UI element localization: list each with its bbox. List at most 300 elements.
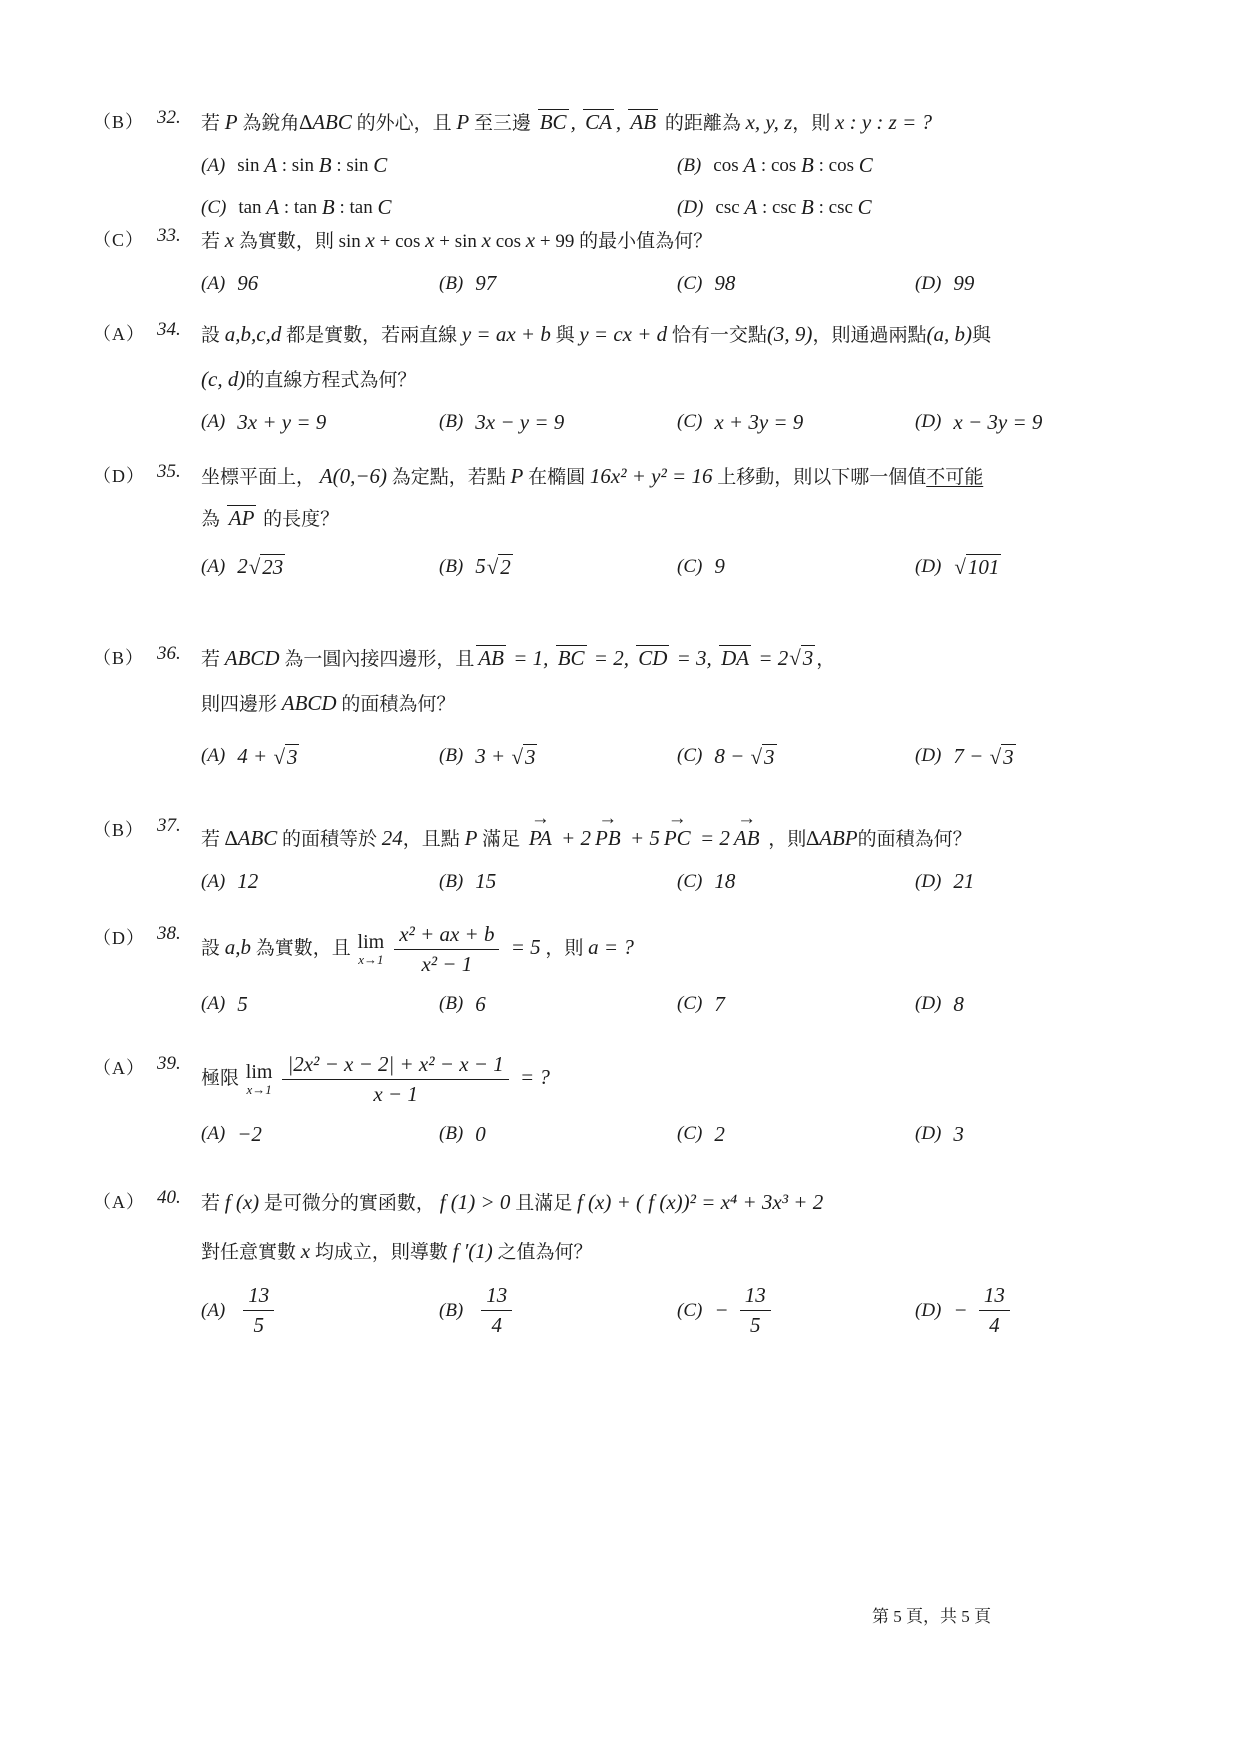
question-text-line xyxy=(201,318,1153,351)
option-content xyxy=(714,744,777,769)
question-content xyxy=(201,922,1153,1019)
math-run: = 2 xyxy=(753,646,789,670)
option-label: (A) xyxy=(201,993,226,1015)
math-run: = 2 xyxy=(694,826,730,850)
page-number: 第 5 頁，共 5 頁 xyxy=(872,1607,991,1626)
text-run: 之值為何？ xyxy=(492,1241,593,1263)
question-body xyxy=(201,460,1153,534)
math-run: 9 xyxy=(714,554,725,579)
denominator: x − 1 xyxy=(373,1082,418,1107)
denominator: 5 xyxy=(253,1313,265,1338)
option xyxy=(439,552,677,582)
text-run: 的面積為何？ xyxy=(857,829,972,850)
text-run: 均成立，則導數 xyxy=(310,1241,453,1263)
question-options xyxy=(201,269,1153,299)
option-label: (D) xyxy=(915,411,942,433)
option-content xyxy=(237,554,286,579)
question-36 xyxy=(93,642,1153,771)
option xyxy=(677,1283,915,1338)
math-run: 12 xyxy=(237,869,259,894)
radical-sign-icon: √ xyxy=(486,555,499,580)
math-run: (3, 9) xyxy=(766,322,813,346)
radical-sign-icon: √ xyxy=(273,744,285,769)
option-content xyxy=(953,410,1042,435)
vector-base: PC xyxy=(663,826,691,850)
vector-base: PB xyxy=(595,826,621,850)
option xyxy=(915,867,1153,897)
math-sqrt xyxy=(511,744,537,769)
option-label: (B) xyxy=(439,1123,464,1145)
option-label: (B) xyxy=(439,555,464,577)
math-run: + 2 xyxy=(555,826,592,850)
question-number: 34. xyxy=(157,319,181,340)
math-run: = 2, xyxy=(588,646,635,670)
question-content xyxy=(201,224,1153,299)
option-content xyxy=(237,1283,280,1338)
math-overline: BC xyxy=(557,646,585,670)
option-content xyxy=(475,1283,518,1338)
math-overline: DA xyxy=(721,646,750,670)
denominator: 4 xyxy=(989,1313,1000,1338)
answer-key: （D） xyxy=(93,928,145,948)
math-run: 16x² + y² = 16 xyxy=(589,464,713,488)
math-fraction xyxy=(979,1283,1010,1338)
option xyxy=(915,1119,1153,1149)
denominator: 4 xyxy=(491,1313,503,1338)
text-run: 極限 xyxy=(201,1068,244,1090)
math-run: ∆ABC xyxy=(224,826,278,850)
question-body xyxy=(201,1052,1153,1107)
option xyxy=(201,151,677,181)
option-content xyxy=(953,992,964,1017)
math-run: B xyxy=(801,195,814,220)
option-content xyxy=(714,1283,776,1338)
math-run: B xyxy=(318,153,332,178)
text-run: 設 xyxy=(201,325,225,346)
option xyxy=(677,1119,915,1149)
option-label: (C) xyxy=(677,870,703,892)
math-run: 96 xyxy=(237,271,259,296)
text-run: 且滿足 xyxy=(510,1193,577,1214)
text-run: 至三邊 xyxy=(469,113,536,134)
math-run: 5 xyxy=(475,554,486,579)
text-run: 設 xyxy=(201,938,225,960)
option xyxy=(439,1119,677,1149)
question-options xyxy=(201,741,1153,771)
question-text-line xyxy=(201,1186,1153,1219)
option xyxy=(677,867,915,897)
option-label: (D) xyxy=(915,870,942,892)
math-run: x + 3y = 9 xyxy=(714,409,804,434)
option-content xyxy=(714,1122,725,1147)
question-options xyxy=(201,1119,1153,1149)
math-sqrt xyxy=(789,645,815,670)
question-37 xyxy=(93,808,1153,897)
option xyxy=(439,867,677,897)
option-content xyxy=(475,1122,486,1147)
math-run: f (1) > 0 xyxy=(439,1190,511,1214)
option-content xyxy=(237,153,387,178)
option-content xyxy=(475,410,564,435)
text-run: ，則 xyxy=(763,829,807,850)
text-run: 是可微分的實函數， xyxy=(259,1193,440,1214)
question-options xyxy=(201,1283,1153,1338)
math-vector xyxy=(528,808,552,855)
text-run: : cos xyxy=(813,154,859,176)
question-body xyxy=(201,808,1153,855)
radical-sign-icon: √ xyxy=(789,646,801,670)
question-number: 40. xyxy=(157,1187,181,1208)
option-content xyxy=(953,554,1002,579)
answer-key: （C） xyxy=(93,230,145,250)
option-label: (A) xyxy=(201,411,226,433)
text-run: 的直線方程式為何？ xyxy=(245,369,417,391)
question-text-line xyxy=(201,808,1153,855)
option-label: (D) xyxy=(915,993,942,1015)
numerator: 13 xyxy=(481,1283,512,1311)
text-run: 若 xyxy=(201,231,225,252)
text-run: 若 xyxy=(201,1193,225,1214)
option-label: (C) xyxy=(677,1123,703,1145)
option xyxy=(915,269,1153,299)
option-content xyxy=(713,153,872,178)
option-content xyxy=(237,869,258,894)
answer-key: （A） xyxy=(93,1058,145,1078)
math-overline: BC xyxy=(539,110,567,134)
option xyxy=(677,151,1153,181)
numerator: 13 xyxy=(740,1283,771,1311)
math-run: 8 − xyxy=(714,743,750,768)
math-run: 7 − xyxy=(953,743,989,768)
radicand: 3 xyxy=(1003,744,1014,769)
text-run: : tan xyxy=(279,196,322,218)
math-run: B xyxy=(321,195,335,220)
option-content xyxy=(475,554,514,579)
option-label: (C) xyxy=(677,272,703,294)
math-run: C xyxy=(857,195,872,220)
option-label: (A) xyxy=(201,272,226,294)
question-number: 33. xyxy=(157,225,181,246)
question-34 xyxy=(93,318,1153,437)
question-content xyxy=(201,318,1153,437)
math-run: (a, b) xyxy=(926,322,972,346)
text-run: 的距離為 xyxy=(660,113,746,134)
denominator: x² − 1 xyxy=(421,952,473,977)
math-run: − xyxy=(714,1298,734,1323)
text-run: 則四邊形 xyxy=(201,693,282,715)
text-run: 都是實數，若兩直線 xyxy=(281,325,462,346)
underlined-text: 不可能 xyxy=(926,467,984,488)
radical-sign-icon: √ xyxy=(954,555,966,580)
math-run: A xyxy=(266,195,280,220)
option xyxy=(201,867,439,897)
math-run: f ′(1) xyxy=(452,1238,493,1263)
option-label: (C) xyxy=(677,411,703,433)
question-options xyxy=(201,989,1153,1019)
math-run: 7 xyxy=(714,991,725,1016)
answer-key: （A） xyxy=(93,1192,145,1212)
radicand: 3 xyxy=(764,744,775,769)
radicand: 101 xyxy=(967,555,1000,580)
question-number: 36. xyxy=(157,643,181,664)
text-run: : sin xyxy=(277,154,319,176)
text-run: : csc xyxy=(813,196,858,218)
question-33 xyxy=(93,224,1153,299)
math-run: 15 xyxy=(475,869,497,894)
option xyxy=(915,552,1153,582)
text-run: 的面積為何？ xyxy=(336,693,456,715)
math-run: , xyxy=(570,110,582,134)
question-number: 38. xyxy=(157,923,181,944)
option-label: (B) xyxy=(439,745,464,767)
option-content xyxy=(714,410,803,435)
vector-base: PA xyxy=(528,826,552,850)
radical-sign-icon: √ xyxy=(511,744,523,769)
math-sqrt xyxy=(487,554,513,579)
math-run: = ? xyxy=(514,1065,550,1090)
math-run: 99 xyxy=(953,271,975,296)
math-run: + 5 xyxy=(624,826,660,850)
text-run: : csc xyxy=(757,196,802,218)
math-run: 2 xyxy=(714,1121,725,1146)
text-run: 坐標平面上， xyxy=(201,467,320,488)
question-body xyxy=(201,318,1153,395)
option-content xyxy=(953,744,1016,769)
math-run: 21 xyxy=(953,869,975,894)
limit-subscript: x→1 xyxy=(358,952,384,968)
text-run: 上移動，則以下哪一個值 xyxy=(712,467,927,488)
math-overline: AP xyxy=(228,505,255,530)
radical-sign-icon: √ xyxy=(750,744,763,769)
math-run: x − 3y = 9 xyxy=(953,409,1043,434)
question-text-line xyxy=(201,642,1153,675)
question-text-line xyxy=(201,922,1153,977)
question-number: 39. xyxy=(157,1053,181,1074)
question-number: 35. xyxy=(157,461,181,482)
question-options xyxy=(201,407,1153,437)
text-run: ，則通過兩點 xyxy=(812,325,927,346)
math-run: A xyxy=(744,195,758,220)
text-run: 在橢圓 xyxy=(523,467,590,488)
radicand: 3 xyxy=(524,744,536,769)
text-run: 為銳角 xyxy=(237,113,300,134)
option-content xyxy=(475,271,496,296)
vector-base: AB xyxy=(733,826,760,850)
radicand: 23 xyxy=(262,555,284,580)
text-run: sin xyxy=(237,154,265,176)
limit-word: lim xyxy=(357,931,385,954)
text-run: 為實數，則 sin xyxy=(234,231,366,252)
math-run: −2 xyxy=(237,1121,262,1146)
question-options xyxy=(201,867,1153,897)
text-run: tan xyxy=(238,196,267,218)
question-text-line xyxy=(201,460,1153,493)
option-label: (C) xyxy=(677,745,703,767)
math-overline: CA xyxy=(585,110,612,134)
math-fraction xyxy=(481,1283,512,1338)
question-body xyxy=(201,922,1153,977)
text-run: 為實數，且 xyxy=(251,938,356,960)
text-run: 對任意實數 xyxy=(201,1241,301,1263)
option xyxy=(439,269,677,299)
math-run: ∆ABC xyxy=(299,110,352,134)
option-label: (B) xyxy=(677,154,702,176)
question-39 xyxy=(93,1052,1153,1149)
option-content xyxy=(714,271,735,296)
option-label: (D) xyxy=(677,196,704,218)
math-overline: AB xyxy=(630,110,657,134)
math-run: C xyxy=(858,153,873,178)
option xyxy=(201,1119,439,1149)
math-run: A(0,−6) xyxy=(319,464,388,488)
math-run: x xyxy=(300,1238,311,1263)
math-run: A xyxy=(264,153,278,178)
math-run: y = ax + b xyxy=(461,322,551,346)
option xyxy=(677,269,915,299)
vector-arrow-icon: → xyxy=(530,808,550,830)
text-run: 與 xyxy=(550,325,580,346)
text-run: 為 xyxy=(201,508,225,530)
vector-arrow-icon: → xyxy=(737,808,757,830)
math-sqrt xyxy=(751,744,777,769)
math-run: P xyxy=(456,110,470,134)
math-vector xyxy=(595,808,621,855)
question-number: 37. xyxy=(157,815,181,836)
option-label: (B) xyxy=(439,272,464,294)
option xyxy=(915,1283,1153,1338)
numerator: 13 xyxy=(979,1283,1010,1311)
radicand: 3 xyxy=(802,646,814,670)
math-run: − xyxy=(953,1298,973,1323)
option xyxy=(677,741,915,771)
text-run: 為定點，若點 xyxy=(387,467,511,488)
option-label: (B) xyxy=(439,993,464,1015)
radical-sign-icon: √ xyxy=(248,555,261,580)
option-label: (B) xyxy=(439,411,464,433)
question-32 xyxy=(93,106,1153,223)
numerator: |2x² − x − 2| + x² − x − 1 xyxy=(282,1052,508,1080)
option xyxy=(201,269,439,299)
answer-key: （B） xyxy=(93,112,145,132)
math-run: x xyxy=(425,228,435,252)
math-run: P xyxy=(224,110,238,134)
text-run: 的面積等於 xyxy=(277,829,382,850)
math-run: 24 xyxy=(381,826,403,850)
option-content xyxy=(475,992,486,1017)
limit-subscript: x→1 xyxy=(246,1082,272,1098)
math-run: a = ? xyxy=(588,935,634,960)
math-run: 3x − y = 9 xyxy=(475,409,565,434)
question-content xyxy=(201,642,1153,771)
radical-sign-icon: √ xyxy=(989,744,1002,769)
question-35 xyxy=(93,460,1153,582)
option-label: (A) xyxy=(201,870,226,892)
math-run: x, y, z xyxy=(745,110,793,134)
text-run: cos xyxy=(713,154,744,176)
math-overline: CD xyxy=(638,646,668,670)
option-label: (C) xyxy=(677,993,703,1015)
math-run: B xyxy=(801,153,814,178)
text-run: 與 xyxy=(971,325,991,346)
math-run: 18 xyxy=(714,869,736,894)
text-run: cos xyxy=(490,231,526,252)
math-run: P xyxy=(510,464,524,488)
question-body xyxy=(201,642,1153,719)
math-run: a,b xyxy=(224,935,252,960)
question-body xyxy=(201,106,1153,139)
limit-word: lim xyxy=(245,1061,273,1084)
math-run: x xyxy=(525,228,536,252)
question-content xyxy=(201,106,1153,223)
text-run: 恰有一交點 xyxy=(667,325,767,346)
option xyxy=(201,1283,439,1338)
answer-key: （D） xyxy=(93,466,145,486)
option-label: (C) xyxy=(201,196,227,218)
math-fraction xyxy=(243,1283,274,1338)
text-run: ，則 xyxy=(792,113,836,134)
option xyxy=(677,193,1153,223)
text-run: csc xyxy=(715,196,745,218)
math-fraction xyxy=(282,1052,508,1107)
text-run: 若 xyxy=(201,829,225,850)
option xyxy=(439,407,677,437)
option-label: (B) xyxy=(439,870,464,892)
option-label: (D) xyxy=(915,1299,942,1321)
math-run: (c, d) xyxy=(201,366,246,391)
question-text-line xyxy=(201,106,1153,139)
numerator: x² + ax + b xyxy=(394,922,499,950)
text-run: + cos xyxy=(374,231,426,252)
math-run: 97 xyxy=(475,271,497,296)
text-run: 滿足 xyxy=(477,829,525,850)
option-content xyxy=(714,992,725,1017)
math-limit xyxy=(358,932,385,967)
math-run: 5 xyxy=(237,991,248,1016)
option-content xyxy=(953,1122,964,1147)
question-content xyxy=(201,1052,1153,1149)
option-label: (A) xyxy=(201,745,226,767)
option-label: (D) xyxy=(915,745,942,767)
question-content xyxy=(201,1186,1153,1338)
math-run: ABCD xyxy=(281,690,337,715)
option-content xyxy=(237,271,258,296)
math-limit xyxy=(246,1062,273,1097)
option-content xyxy=(475,744,538,769)
answer-key: （A） xyxy=(93,324,145,344)
numerator: 13 xyxy=(243,1283,274,1311)
math-run: a,b,c,d xyxy=(224,322,282,346)
math-run: = 3, xyxy=(671,646,718,670)
option xyxy=(439,741,677,771)
question-options xyxy=(201,552,1153,582)
question-body xyxy=(201,224,1153,257)
text-run: ，則 xyxy=(540,938,589,960)
option xyxy=(439,989,677,1019)
page-footer xyxy=(872,1602,991,1627)
math-run: y = cx + d xyxy=(579,322,668,346)
math-run: 8 xyxy=(953,991,964,1016)
math-overline: AB xyxy=(478,646,505,670)
text-run: 的外心，且 xyxy=(351,113,457,134)
math-run: 0 xyxy=(475,1121,486,1146)
question-content xyxy=(201,808,1153,897)
option xyxy=(201,193,677,223)
question-text-line xyxy=(201,505,1153,534)
math-vector xyxy=(663,808,691,855)
math-run: 4 + xyxy=(237,743,273,768)
option-content xyxy=(714,869,735,894)
math-run: P xyxy=(464,826,478,850)
